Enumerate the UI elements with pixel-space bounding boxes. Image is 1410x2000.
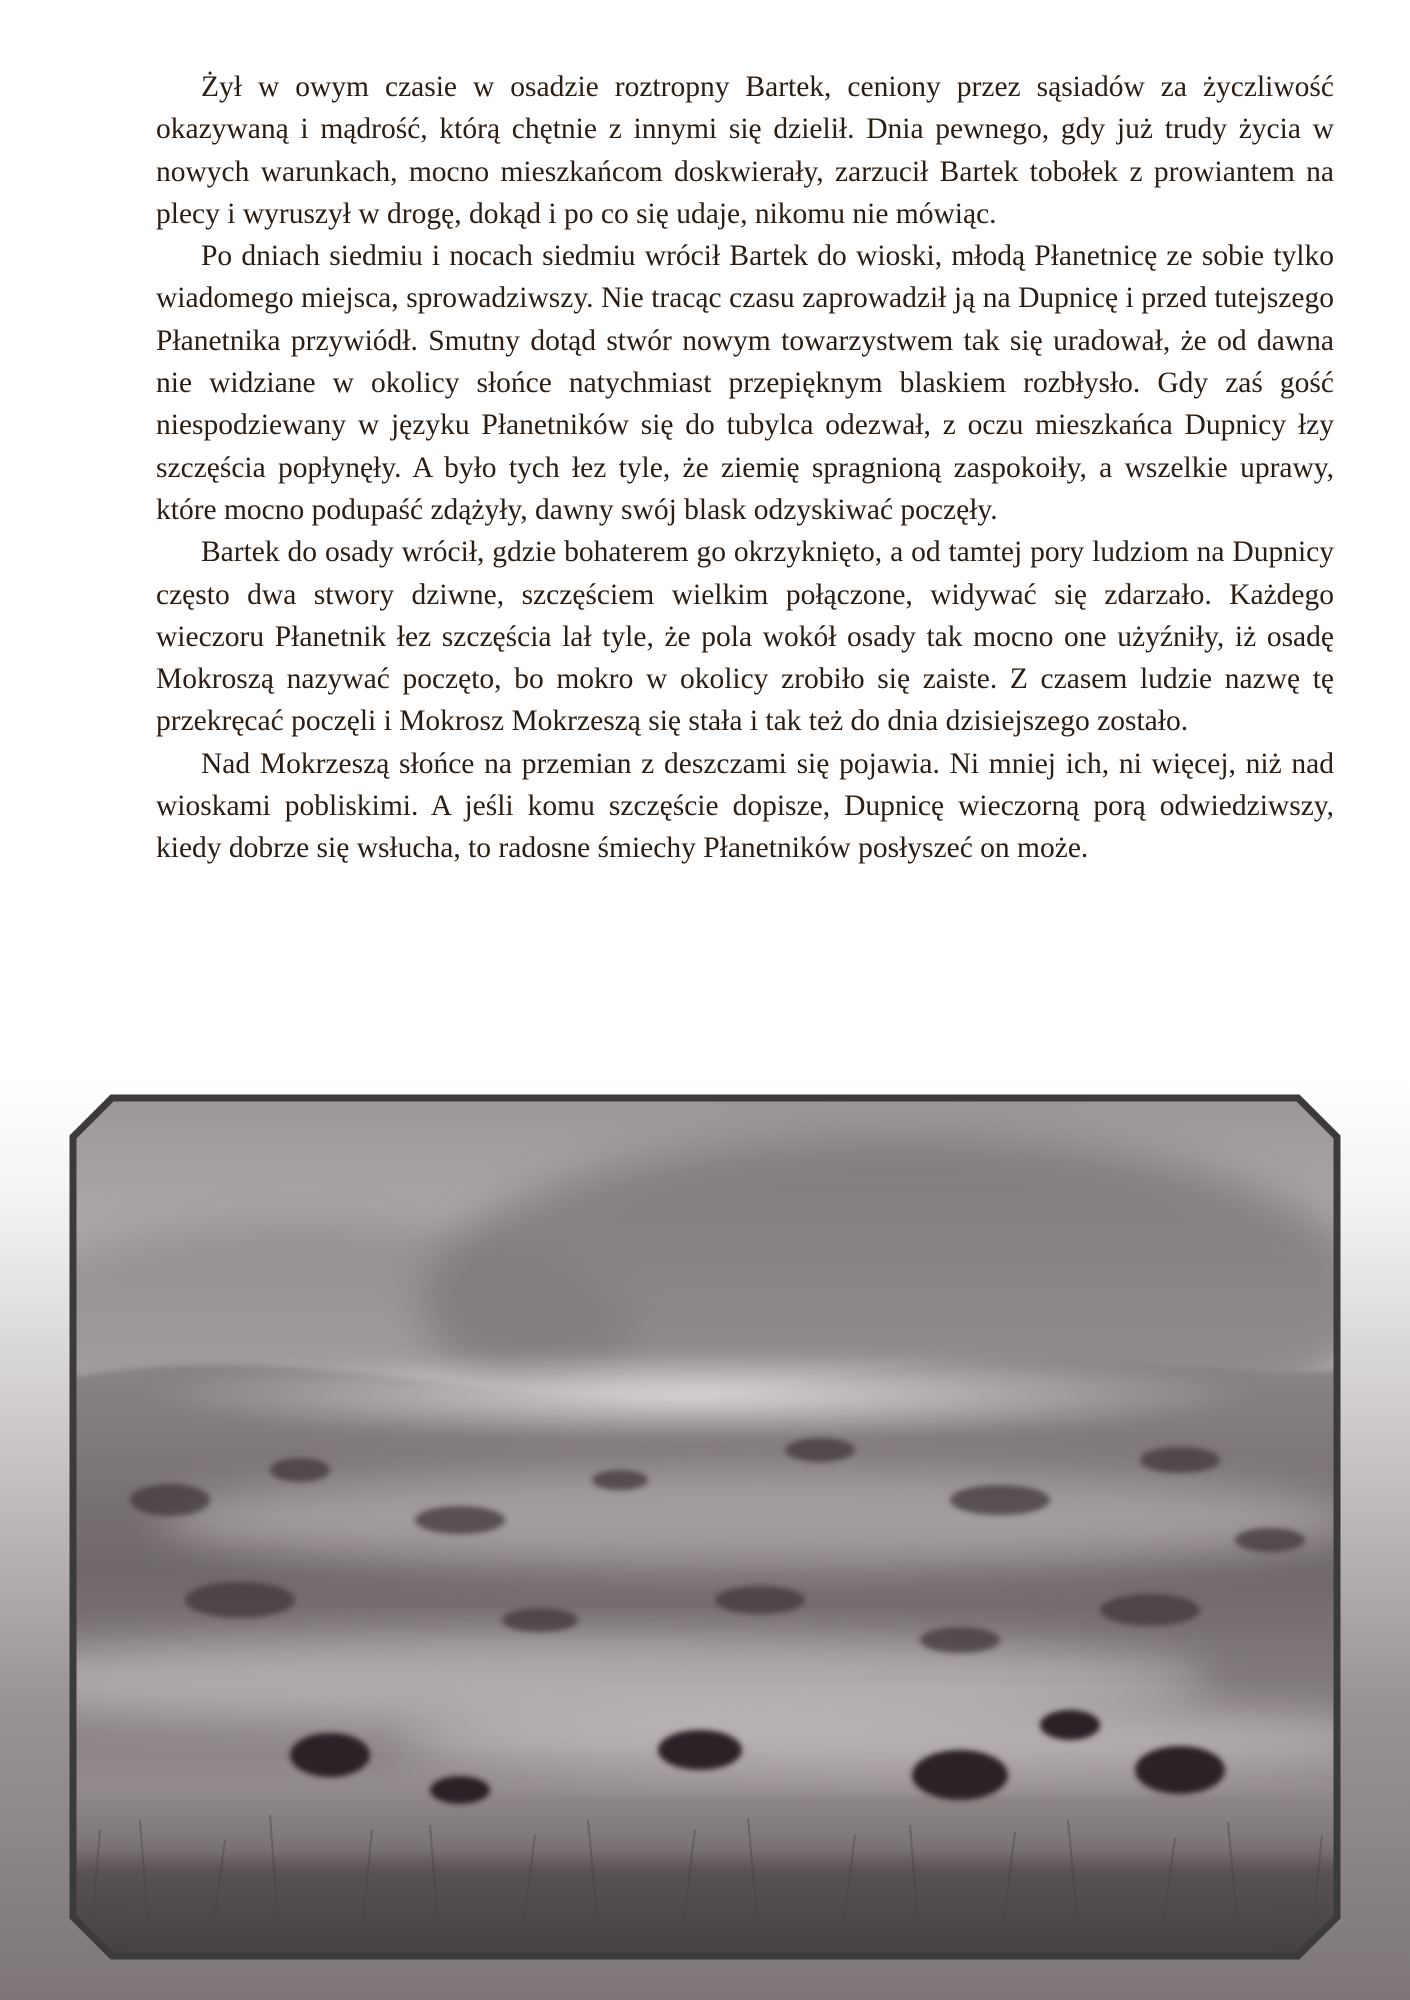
paragraph-2: Po dniach siedmiu i nocach siedmiu wrócił Bartek do wioski, młodą Płanetnicę ze sobie tylko wiadomego miejsca, sprowadziwszy. Nie tracąc czasu zaprowadził ją na Dupnicę i przed tutejszego Płanetnika przywiódł. Smutny dotąd stwór nowym towarzystwem tak się uradował, że od dawna nie widziane w okolicy słońce natychmiast przepięknym blaskiem rozbłysło. Gdy zaś gość niespodziewany w języku Płanetników się do tubylca odezwał, z oczu mieszkańca Dupnicy łzy szczęścia popłynęły. A było tych łez tyle, że ziemię spragnioną zaspokoiły, a wszelkie uprawy, które mocno podupaść zdążyły, dawny swój blask odzyskiwać poczęły. [156,240,1334,526]
paragraph-4: Nad Mokrzeszą słońce na przemian z deszczami się pojawia. Ni mniej ich, ni więcej, niż nad wioskami pobliskimi. A jeśli komu szczęście dopisze, Dupnicę wieczorną porą odwiedziwszy, kiedy dobrze się wsłucha, to radosne śmiechy Płanetników posłyszeć on może. [156,747,1334,865]
paragraph-1: Żył w owym czasie w osadzie roztropny Bartek, ceniony przez sąsiadów za życzliwość okazywaną i mądrość, którą chętnie z innymi się dzielił. Dnia pewnego, gdy już trudy życia w nowych warunkach, mocno mieszkańcom doskwierały, zarzucił Bartek tobołek z prowiantem na plecy i wyruszył w drogę, dokąd i po co się udaje, nikomu nie mówiąc. [156,71,1334,230]
paragraph-3: Bartek do osady wrócił, gdzie bohaterem go okrzyknięto, a od tamtej pory ludziom na Dupnicy często dwa stwory dziwne, szczęściem wielkim połączone, widywać się zdarzało. Każdego wieczoru Płanetnik łez szczęścia lał tyle, że pola wokół osady tak mocno one użyźniły, iż osadę Mokroszą nazywać poczęto, bo mokro w okolicy zrobiło się zaiste. Z czasem ludzie nazwę tę przekręcać poczęli i Mokrosz Mokrzeszą się stała i tak też do dnia dzisiejszego zostało. [156,536,1334,738]
